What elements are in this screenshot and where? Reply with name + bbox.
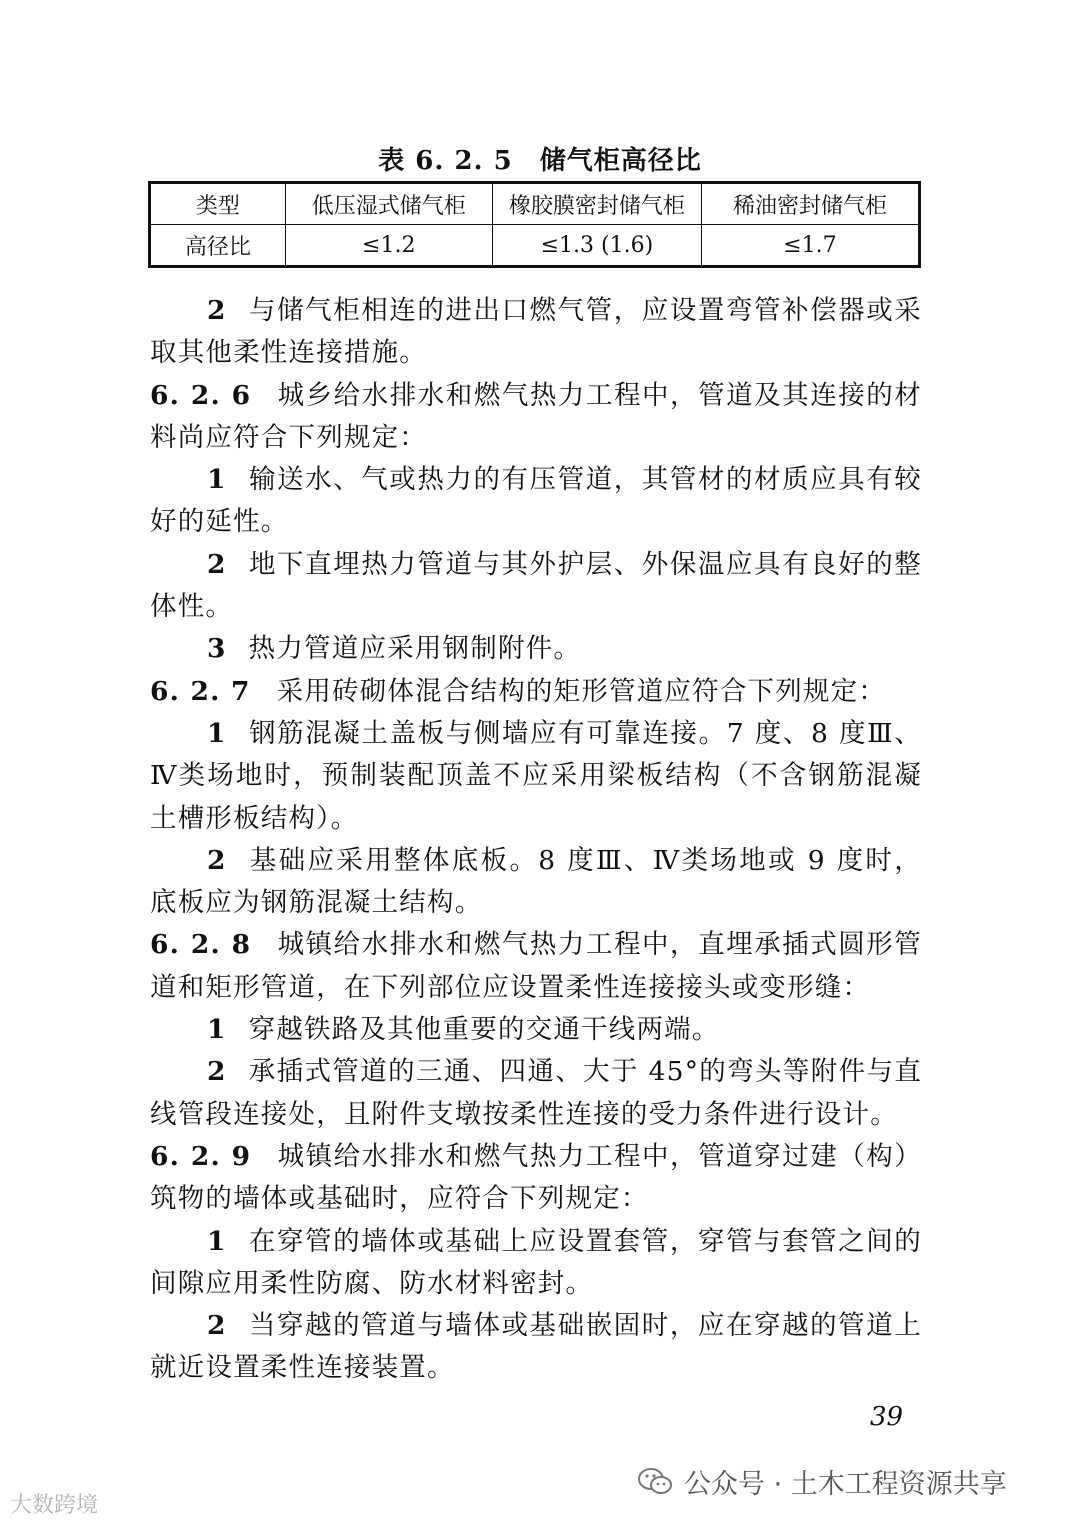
item-number: 1 <box>207 464 227 496</box>
list-item <box>150 1305 922 1390</box>
clause <box>150 1136 922 1221</box>
item-number: 2 <box>207 844 227 876</box>
watermark-right <box>636 1462 1007 1501</box>
item-text: 地下直埋热力管道与其外护层、外保温应具有良好的整体性。 <box>150 548 922 623</box>
list-item <box>150 459 922 544</box>
item-text: 承插式管道的三通、四通、大于 45°的弯头等附件与直线管段连接处，且附件支墩按柔性连接的受力条件进行设计。 <box>150 1056 922 1130</box>
item-number: 2 <box>207 1310 227 1342</box>
list-item <box>150 1009 922 1051</box>
list-item <box>150 1221 922 1306</box>
item-number: 2 <box>207 1056 227 1088</box>
clause-text: 采用砖砌体混合结构的矩形管道应符合下列规定： <box>276 675 887 707</box>
clause-number: 6. 2. 8 <box>150 929 252 961</box>
item-text: 穿越铁路及其他重要的交通干线两端。 <box>248 1014 720 1046</box>
item-text: 热力管道应采用钢制附件。 <box>248 633 582 665</box>
clause-number: 6. 2. 9 <box>150 1140 252 1172</box>
table-cell: 高径比 <box>150 225 286 267</box>
item-number: 1 <box>207 1225 227 1257</box>
item-number: 1 <box>207 717 227 749</box>
item-number: 2 <box>207 295 227 326</box>
list-item <box>150 1051 922 1136</box>
clause <box>150 924 922 1009</box>
list-item <box>150 713 922 840</box>
item-number: 3 <box>207 633 227 665</box>
item-text: 钢筋混凝土盖板与侧墙应有可靠连接。7 度、8 度Ⅲ、Ⅳ类场地时，预制装配顶盖不应采用梁板结构（不含钢筋混凝土槽形板结构）。 <box>150 717 922 834</box>
table-caption: 表 6. 2. 5 储气柜高径比 <box>378 146 702 176</box>
clause-number: 6. 2. 7 <box>150 675 251 707</box>
table-header-cell: 橡胶膜密封储气柜 <box>492 183 701 225</box>
item-text: 当穿越的管道与墙体或基础嵌固时，应在穿越的管道上就近设置柔性连接装置。 <box>150 1310 922 1384</box>
clause-number: 6. 2. 6 <box>150 379 252 411</box>
list-item <box>150 544 922 629</box>
page-number: 39 <box>870 1402 904 1432</box>
clause-text: 城乡给水排水和燃气热力工程中，管道及其连接的材料尚应符合下列规定： <box>150 379 922 453</box>
table-header-row <box>150 183 920 225</box>
item-number: 1 <box>207 1014 227 1046</box>
item-text: 与储气柜相连的进出口燃气管，应设置弯管补偿器或采取其他柔性连接措施。 <box>150 295 922 369</box>
table-cell: ≤1.2 <box>285 225 492 267</box>
body-text <box>150 290 922 1390</box>
clause-text: 城镇给水排水和燃气热力工程中，管道穿过建（构）筑物的墙体或基础时，应符合下列规定： <box>150 1140 922 1215</box>
watermark-right-text: 公众号 · 土木工程资源共享 <box>684 1469 1007 1500</box>
item-text: 基础应采用整体底板。8 度Ⅲ、Ⅳ类场地或 9 度时，底板应为钢筋混凝土结构。 <box>150 844 922 919</box>
table-cell: ≤1.7 <box>701 225 919 267</box>
table-row <box>150 225 920 267</box>
table-header-cell: 类型 <box>150 183 286 225</box>
item-text: 在穿管的墙体或基础上应设置套管，穿管与套管之间的间隙应用柔性防腐、防水材料密封。 <box>150 1225 922 1299</box>
wechat-icon <box>636 1466 674 1498</box>
ratio-table <box>148 181 921 268</box>
table-cell: ≤1.3 (1.6) <box>492 225 701 267</box>
table-header-cell: 低压湿式储气柜 <box>285 183 492 225</box>
watermark-left: 大数跨境 <box>10 1493 99 1518</box>
clause <box>150 671 922 713</box>
clause <box>150 375 922 460</box>
item-number: 2 <box>207 548 227 580</box>
table-header-cell: 稀油密封储气柜 <box>701 183 919 225</box>
clause-text: 城镇给水排水和燃气热力工程中，直埋承插式圆形管道和矩形管道，在下列部位应设置柔性连接接头或变形缝： <box>150 929 922 1003</box>
list-item <box>150 290 922 375</box>
list-item <box>150 840 922 925</box>
item-text: 输送水、气或热力的有压管道，其管材的材质应具有较好的延性。 <box>150 464 922 538</box>
list-item <box>150 628 922 670</box>
